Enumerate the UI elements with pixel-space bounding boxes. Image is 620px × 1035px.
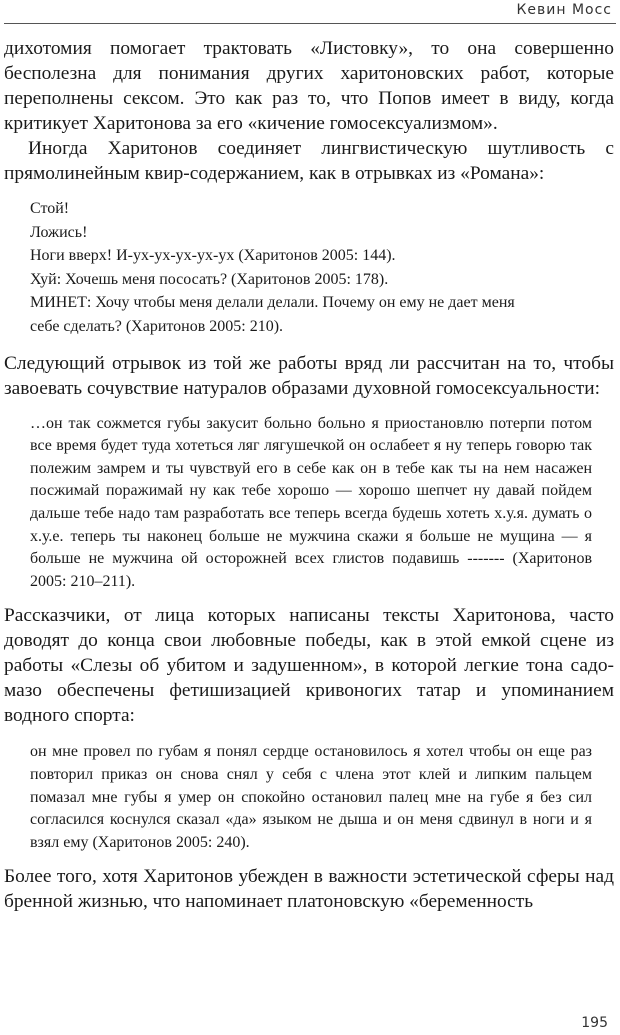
verse-line: Стой! — [30, 200, 70, 217]
page-number: 195 — [581, 1015, 608, 1031]
paragraph-5: Более того, хотя Харитонов убежден в важности эстетической сферы над бренной жизнью, что напоминает платоновскую «беременность — [4, 866, 614, 913]
paragraph-4: Рассказчики, от лица которых написаны тексты Харитонова, часто доводят до конца свои любовные победы, как в этой емкой сцене из работы «Слезы об убитом и задушенном», в которой легкие тона садо-мазо обеспечены фетишизацией кривоногих татар и упоминанием водного спорта: — [4, 605, 614, 727]
header-rule — [4, 23, 616, 24]
verse-line: себе сделать? (Харитонов 2005: 210). — [30, 317, 284, 335]
verse-line: Хуй: Хочешь меня пососать? (Харитонов 2005: 178). — [30, 270, 389, 288]
paragraph-3: Следующий отрывок из той же работы вряд ли рассчитан на то, чтобы завоевать сочувствие натуралов образами духовной гомосексуальности: — [4, 352, 614, 399]
block-quote-2: он мне провел по губам я понял сердце остановилось я хотел чтобы он еще раз повторил приказ он снова снял у себя с члена этот клей и липким пальцем помазал мне губы я умер он спокойно остановил палец мне на губе я без сил согласился коснулся сказал «да» языком не дыша и он меня сдвинул в ноги и я взял ему (Харитонов 2005: 240). — [30, 743, 592, 851]
running-head: Кевин Мосс — [516, 2, 612, 18]
verse-line: МИНЕТ: Хочу чтобы меня делали делали. Почему он ему не дает меня — [30, 294, 515, 312]
verse-line: Ложись! — [30, 223, 88, 241]
page-body — [4, 36, 614, 914]
paragraph-2: Иногда Харитонов соединяет лингвистическую шутливость с прямолинейным квир-содержанием, как в отрывках из «Романа»: — [4, 138, 614, 184]
paragraph-1: дихотомия помогает трактовать «Листовку», то она совершенно бесполезна для понимания других харитоновских работ, которые переполнены сексом. Это как раз то, что Попов имеет в виду, когда критикует Харитонова за его «кичение гомосексуализмом». — [4, 38, 614, 134]
verse-quote — [30, 197, 614, 339]
verse-line: Ноги вверх! И-ух-ух-ух-ух-ух (Харитонов 2005: 144). — [30, 247, 396, 265]
block-quote-1: …он так сожмется губы закусит больно больно я приостановлю потерпи потом все время будет туда хотеться ляг лягушечкой он ослабеет я ну теперь говорю так полежим замрем и ты чувствуй его в себе как он в тебе как ты на нем насажен посжимай поражимай ну как тебе хорошо — хорошо шепчет ну давай пойдем дальше тебе надо там разработать все теперь всегда будешь хотеть х.у.я. думать о х.у.е. теперь ты наконец больше не мужчина скажи я больше не мущина — я больше не мужчина ой осторожней всех глистов подавишь ------- (Харитонов 2005: 210–211). — [30, 414, 592, 590]
